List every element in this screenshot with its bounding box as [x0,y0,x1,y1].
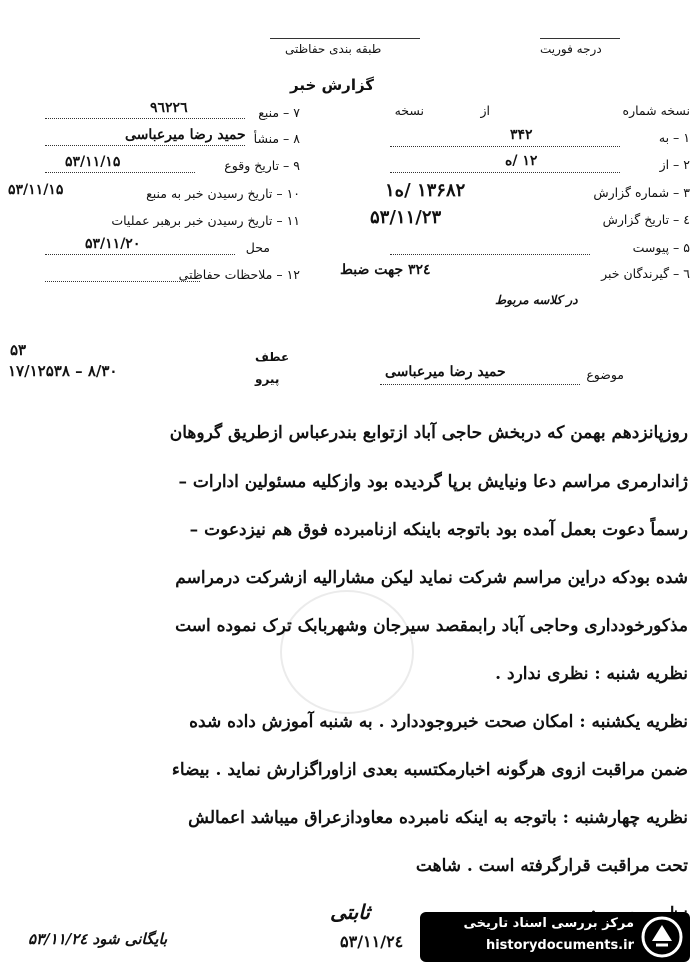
field-from-label: ۲ – از [659,157,690,172]
subject-dots [380,384,580,385]
security-notes-dots [45,281,200,282]
subject-label: موضوع [586,367,624,382]
atf-label: عطف [255,350,290,364]
origin-value: حمید رضا میرعباسی [125,127,246,143]
signature-name: ثابتی [330,900,370,924]
source-value: ۹٦۲۲٦ [150,100,188,116]
field-to-label: ۱ – به [658,130,690,145]
report-date-value: ۵۳/۱۱/۲۳ [370,207,442,228]
recipients-value: ۳۲٤ جهت ضبط [340,262,431,278]
origin-dots [45,145,245,146]
recipients-label: ٦ – گیرندگان خبر [601,266,690,281]
reference-number: ۸/۳۰ – ۱۷/۱۲۵۳۸ [8,362,118,380]
watermark-line1: مرکز بررسی اسناد تاریخی [463,916,634,931]
classification-label: طبقه بندی حفاظتی [285,42,382,56]
location-value: ۵۳/۱۱/۲۰ [85,236,141,252]
priority-label: درجه فوریت [540,42,602,56]
occurrence-dots [45,172,195,173]
watermark-line2: historydocuments.ir [485,938,634,953]
signature-date: ۵۳/۱۱/۲٤ [340,932,404,951]
subject-value: حمید رضا میرعباسی [385,364,506,380]
origin-label: ۸ – منشأ [253,131,300,146]
priority-rule [540,38,620,39]
source-label: ۷ – منبع [258,105,300,120]
field-from-value: ۱۲ /ه [505,153,538,169]
copy-number-label: نسخه شماره [622,103,690,118]
report-number-value: ۱۳۶۸۲ /ه۱ [385,180,466,201]
ops-received-label: ۱۱ – تاریخ رسیدن خبر برهبر عملیات [111,213,300,228]
source-dots [45,118,245,119]
watermark-logo-icon [640,915,684,959]
archive-note: بایگانی شود ۵۳/۱۱/۲٤ [28,930,168,948]
body-line-5: مذکورخودداری وحاجی آباد رابمقصد سیرجان وشهربابک ترک نموده است [175,616,688,636]
field-to-dots [390,146,620,147]
reference-number-top: ۵۳ [10,341,27,359]
field-to-value: ۳۴۲ [510,127,533,143]
faint-stamp [280,590,414,714]
classification-rule [270,38,420,39]
field-from-dots [390,172,620,173]
location-dots [45,254,235,255]
body-line-8: ضمن مراقبت ازوی هرگونه اخبارمکتسبه بعدی ازاوراگزارش نماید . بیضاء [171,760,688,780]
body-line-7: نظریه یکشنبه : امکان صحت خبروجوددارد . به شنبه آموزش داده شده [189,712,688,732]
copy-of-label: از [480,103,490,118]
form-title: گزارش خبر [290,76,375,94]
body-line-2: ژاندارمری مراسم دعا ونیایش برپا گردیده بود وازکلیه مسئولین ادارات – [178,472,688,492]
pirow-label: پیرو [255,372,280,386]
source-received-value: ۵۳/۱۱/۱۵ [8,182,64,198]
occurrence-date-label: ۹ – تاریخ وقوع [224,158,300,173]
security-notes-label: ۱۲ – ملاحظات حفاظتی [178,267,300,282]
report-number-label: ۳ – شماره گزارش [593,185,690,200]
report-date-label: ٤ – تاریخ گزارش [602,212,690,227]
location-label: محل [245,240,270,255]
body-line-1: روزپانزدهم بهمن که دربخش حاجی آباد ازتوابع بندرعباس ازطریق گروهان [169,423,688,443]
body-line-10: تحت مراقبت قرارگرفته است . شاهت [415,856,688,876]
body-line-4: شده بودکه دراین مراسم شرکت نماید لیکن مشارالیه ازشرکت درمراسم [175,568,688,588]
copy-label: نسخه [394,103,424,118]
source-received-label: ۱۰ – تاریخ رسیدن خبر به منبع [146,186,300,201]
attachment-label: ۵ – پیوست [632,240,690,255]
occurrence-date-value: ۵۳/۱۱/۱۵ [65,154,121,170]
body-line-9: نظریه چهارشنبه : باتوجه به اینکه نامبرده معاودازعراق میباشد اعمالش [188,808,688,828]
body-line-6: نظریه شنبه : نظری ندارد . [495,664,688,684]
body-line-3: رسماً دعوت بعمل آمده بود باتوجه باینکه ازنامبرده فوق هم نیزدعوت – [189,520,688,540]
handwritten-note: در کلاسه مربوط [495,293,578,307]
watermark-box [420,912,690,962]
attachment-dots [390,254,590,255]
